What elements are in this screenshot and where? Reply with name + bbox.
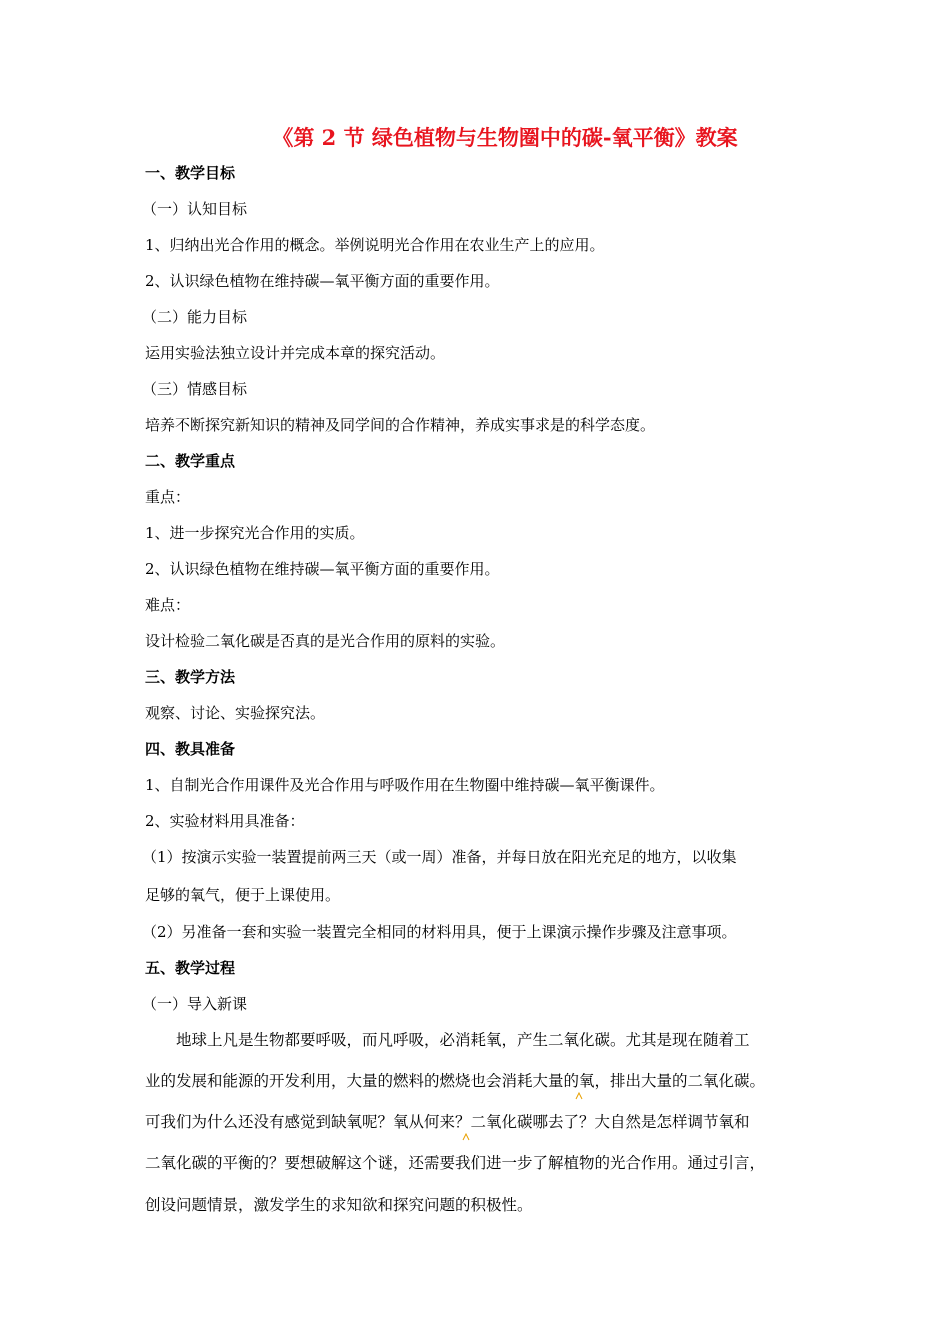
text-line: 观察、讨论、实验探究法。: [145, 704, 326, 722]
text-line: （2）另准备一套和实验一装置完全相同的材料用具，便于上课演示操作步骤及注意事项。: [142, 923, 737, 941]
text-line: 1、进一步探究光合作用的实质。: [145, 524, 365, 542]
text-line: 2、实验材料用具准备：: [145, 812, 305, 830]
section-heading-teaching-goals: 一、教学目标: [145, 164, 236, 182]
text-line: 培养不断探究新知识的精神及同学间的合作精神，养成实事求是的科学态度。: [145, 416, 656, 434]
paragraph-line: 地球上凡是生物都要呼吸，而凡呼吸，必消耗氧，产生二氧化碳。尤其是现在随着工: [145, 1031, 750, 1049]
paragraph-line: 创设问题情景，激发学生的求知欲和探究问题的积极性。: [145, 1196, 533, 1214]
caret-mark-icon: [575, 1092, 583, 1100]
subheading-emotional-goals: （三）情感目标: [142, 380, 248, 398]
section-heading-key-points: 二、教学重点: [145, 452, 236, 470]
text-line: 1、自制光合作用课件及光合作用与呼吸作用在生物圈中维持碳—氧平衡课件。: [145, 776, 665, 794]
text-line: 设计检验二氧化碳是否真的是光合作用的原料的实验。: [145, 632, 506, 650]
paragraph-line: 可我们为什么还没有感觉到缺氧呢？氧从何来？二氧化碳哪去了？大自然是怎样调节氧和: [145, 1113, 750, 1131]
section-heading-teaching-process: 五、教学过程: [145, 959, 236, 977]
subheading-ability-goals: （二）能力目标: [142, 308, 248, 326]
paragraph-line: 二氧化碳的平衡的？要想破解这个谜，还需要我们进一步了解植物的光合作用。通过引言，: [145, 1154, 766, 1172]
subheading-cognitive-goals: （一）认知目标: [142, 200, 248, 218]
section-heading-teaching-aids: 四、教具准备: [145, 740, 236, 758]
text-line: 2、认识绿色植物在维持碳—氧平衡方面的重要作用。: [145, 560, 500, 578]
caret-mark-icon: [462, 1133, 470, 1141]
text-line: （1）按演示实验一装置提前两三天（或一周）准备，并每日放在阳光充足的地方，以收集: [142, 848, 737, 866]
text-line: 1、归纳出光合作用的概念。举例说明光合作用在农业生产上的应用。: [145, 236, 605, 254]
text-line: 重点：: [145, 488, 191, 506]
text-line: 运用实验法独立设计并完成本章的探究活动。: [145, 344, 446, 362]
text-line: 难点：: [145, 596, 191, 614]
text-line: 2、认识绿色植物在维持碳—氧平衡方面的重要作用。: [145, 272, 500, 290]
text-line: 足够的氧气，便于上课使用。: [145, 886, 341, 904]
subheading-introduction: （一）导入新课: [142, 995, 248, 1013]
paragraph-line: 业的发展和能源的开发利用，大量的燃料的燃烧也会消耗大量的氧，排出大量的二氧化碳。: [145, 1072, 766, 1090]
section-heading-teaching-methods: 三、教学方法: [145, 668, 236, 686]
document-title: 《第 2 节 绿色植物与生物圈中的碳-氧平衡》教案: [272, 125, 738, 150]
